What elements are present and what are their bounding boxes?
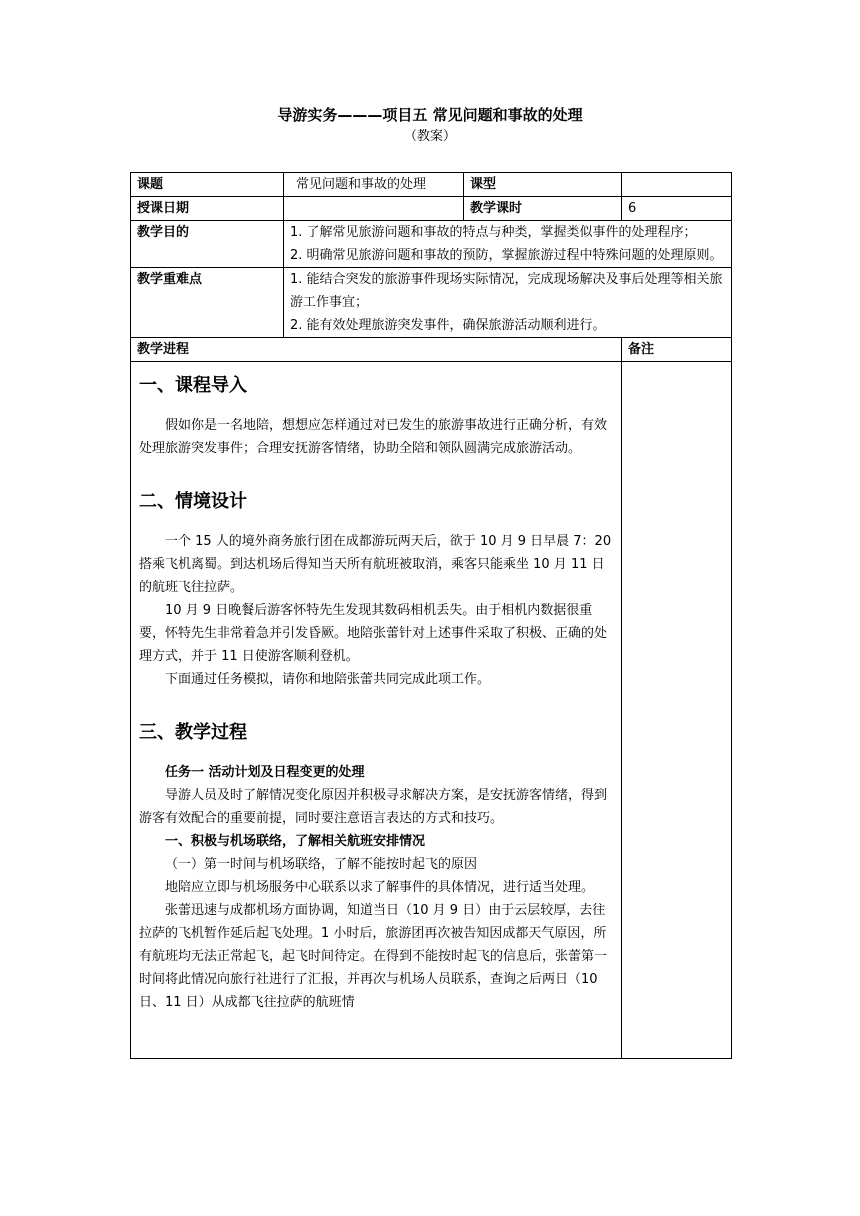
topic-value: 常见问题和事故的处理 [284,173,464,197]
notes-cell [622,362,732,1059]
keypoints-value [284,268,732,338]
section-heading: 一、课程导入 [139,375,247,396]
lesson-content [131,362,622,1059]
section-heading: 三、教学过程 [139,722,247,743]
keypoint-item: 2. 能有效处理旅游突发事件，确保旅游活动顺利进行。 [290,318,606,333]
paragraph: 10 月 9 日晚餐后游客怀特先生发现其数码相机丢失。由于相机内数据很重要，怀特先生非常着急并引发昏厥。地陪张蕾针对上述事件采取了积极、正确的处理方式，并于 11 日使游客顺利登机。 [139,603,608,664]
subsection-title: （一）第一时间与机场联络，了解不能按时起飞的原因 [165,857,478,872]
objective-item: 1. 了解常见旅游问题和事故的特点与种类，掌握类似事件的处理程序； [290,225,697,240]
document-title: 导游实务———项目五 常见问题和事故的处理 [277,106,583,124]
hours-value: 6 [622,197,732,221]
topic-label: 课题 [131,173,284,197]
process-label: 教学进程 [131,338,622,362]
table-row [131,362,732,1059]
keypoints-label: 教学重难点 [131,268,284,338]
type-value [622,173,732,197]
date-value [284,197,464,221]
type-label: 课型 [464,173,622,197]
notes-label: 备注 [622,338,732,362]
objectives-label: 教学目的 [131,221,284,268]
paragraph: 张蕾迅速与成都机场方面协调，知道当日（10 月 9 日）由于云层较厚，去往拉萨的飞机暂作延后起飞处理。1 小时后，旅游团再次被告知因成都天气原因，所有航班均无法正常起飞，起飞时间待定。在得到不能按时起飞的信息后，张蕾第一时间将此情况向旅行社进行了汇报，并再次与机场人员联系，查询之后两日（10 日、11 日）从成都飞往拉萨的航班情 [139,903,608,1010]
table-row [131,197,732,221]
paragraph: 下面通过任务模拟，请你和地陪张蕾共同完成此项工作。 [165,672,491,687]
keypoint-item: 1. 能结合突发的旅游事件现场实际情况，完成现场解决及事后处理等相关旅游工作事宜； [290,272,723,310]
objective-item: 2. 明确常见旅游问题和事故的预防，掌握旅游过程中特殊问题的处理原则。 [290,248,723,263]
task-title: 任务一 活动计划及日程变更的处理 [165,765,365,780]
paragraph: 一个 15 人的境外商务旅行团在成都游玩两天后，欲于 10 月 9 日早晨 7：20 搭乘飞机离蜀。到达机场后得知当天所有航班被取消，乘客只能乘坐 10 月 11 日的航班飞往拉萨。 [139,534,612,595]
table-row [131,338,732,362]
date-label: 授课日期 [131,197,284,221]
objectives-value [284,221,732,268]
paragraph: 假如你是一名地陪，想想应怎样通过对已发生的旅游事故进行正确分析，有效处理旅游突发事件；合理安抚游客情绪，协助全陪和领队圆满完成旅游活动。 [139,418,608,456]
subsection-title: 一、积极与机场联络，了解相关航班安排情况 [165,834,426,849]
table-row [131,268,732,338]
lesson-plan-table [130,172,732,1059]
section-heading: 二、情境设计 [139,491,247,512]
paragraph: 地陪应立即与机场服务中心联系以求了解事件的具体情况，进行适当处理。 [165,880,595,895]
paragraph: 导游人员及时了解情况变化原因并积极寻求解决方案，是安抚游客情绪，得到游客有效配合的重要前提，同时要注意语言表达的方式和技巧。 [139,788,608,826]
table-row [131,173,732,197]
document-subtitle: （教案） [403,129,456,144]
hours-label: 教学课时 [464,197,622,221]
table-row [131,221,732,268]
